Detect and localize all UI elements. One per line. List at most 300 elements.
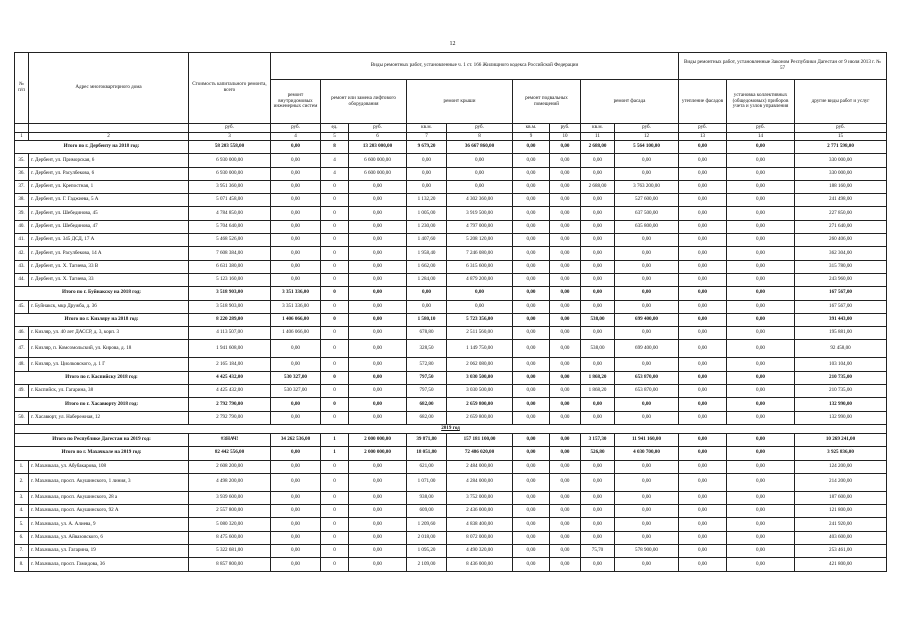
value-cell: 0,00: [550, 180, 581, 193]
value-cell: 227 850,00: [795, 207, 887, 220]
header-col-elevator: ремонт или замена лифтового оборудования: [321, 80, 407, 124]
value-cell: 0: [321, 260, 349, 273]
value-cell: 4 113 507,00: [189, 327, 271, 340]
value-cell: 3 030 500,00: [447, 385, 513, 398]
value-cell: 0,00: [550, 313, 581, 326]
value-cell: 36 667 860,00: [447, 141, 513, 154]
row-number: 39.: [15, 207, 29, 220]
value-cell: 0,00: [513, 327, 550, 340]
row-number: 38.: [15, 194, 29, 207]
subtotal-label: Итого по г. Махачкале на 2019 год:: [15, 447, 189, 460]
value-cell: 2 000 000,00: [349, 447, 407, 460]
row-number: 37.: [15, 180, 29, 193]
value-cell: 0,00: [513, 260, 550, 273]
header-col-engineering: ремонт внутридомовых инженерных систем: [271, 80, 321, 124]
table-row: [15, 491, 887, 504]
value-cell: 0,00: [550, 260, 581, 273]
value-cell: 0,00: [727, 313, 795, 326]
subtotal-label: Итого по г. Буйнакску на 2018 год:: [15, 287, 189, 300]
value-cell: 1 149 750,00: [447, 340, 513, 358]
value-cell: 167 567,00: [795, 300, 887, 313]
value-cell: 1 071,00: [407, 473, 447, 491]
value-cell: 5 071 458,00: [189, 194, 271, 207]
value-cell: 0,00: [581, 491, 615, 504]
value-cell: 0,00: [727, 234, 795, 247]
subtotal-row: [15, 398, 887, 411]
row-number: 3.: [15, 491, 29, 504]
value-cell: 5 080 320,00: [189, 518, 271, 531]
table-row: [15, 518, 887, 531]
value-cell: 0,00: [550, 273, 581, 286]
row-number: 44.: [15, 273, 29, 286]
value-cell: 6 600 000,00: [349, 154, 407, 167]
address-cell: г. Махачкала, просп. Акушинского, 1 линия, 3: [29, 473, 189, 491]
table-row: [15, 220, 887, 233]
unit-cell: руб.: [349, 124, 407, 133]
address-cell: г. Каспийск, ул. Гагарина, 38: [29, 385, 189, 398]
value-cell: 538,00: [581, 340, 615, 358]
value-cell: 210 735,00: [795, 385, 887, 398]
value-cell: 0,00: [679, 447, 727, 460]
value-cell: 0,00: [349, 505, 407, 518]
row-number: 8.: [15, 558, 29, 571]
value-cell: 0: [321, 371, 349, 384]
subtotal-row: [15, 371, 887, 384]
value-cell: 0,00: [615, 531, 679, 544]
value-cell: 0,00: [727, 505, 795, 518]
column-number-cell: 2: [29, 133, 189, 141]
value-cell: 0,00: [550, 207, 581, 220]
row-number: 47.: [15, 340, 29, 358]
value-cell: 6 930 000,00: [189, 154, 271, 167]
table-row: [15, 340, 887, 358]
value-cell: 0,00: [727, 141, 795, 154]
value-cell: 121 800,00: [795, 505, 887, 518]
subtotal-label: Итого по г. Хасавюрту 2018 год:: [15, 398, 189, 411]
value-cell: 82 442 556,00: [189, 447, 271, 460]
value-cell: 0,00: [513, 531, 550, 544]
value-cell: 2 659 800,00: [447, 398, 513, 411]
table-row: [15, 327, 887, 340]
value-cell: 0,00: [679, 371, 727, 384]
value-cell: 0,00: [727, 460, 795, 473]
value-cell: 0,00: [407, 287, 447, 300]
value-cell: 0,00: [407, 180, 447, 193]
column-number-cell: 4: [271, 133, 321, 141]
value-cell: 0,00: [271, 220, 321, 233]
value-cell: 0,00: [581, 358, 615, 371]
value-cell: 0,00: [727, 433, 795, 446]
value-cell: 1 868,20: [581, 371, 615, 384]
value-cell: 0,00: [513, 447, 550, 460]
value-cell: 653 870,00: [615, 385, 679, 398]
column-number-cell: 11: [581, 133, 615, 141]
header-col-address: Адрес многоквартирного дома: [29, 53, 189, 124]
table-row: [15, 505, 887, 518]
value-cell: 0,00: [679, 220, 727, 233]
value-cell: 0,00: [550, 327, 581, 340]
value-cell: 0,00: [271, 358, 321, 371]
value-cell: 1 209,60: [407, 518, 447, 531]
value-cell: 0,00: [679, 300, 727, 313]
value-cell: 0,00: [349, 531, 407, 544]
value-cell: 4 879 200,00: [447, 273, 513, 286]
value-cell: 195 881,00: [795, 327, 887, 340]
column-number-cell: 9: [513, 133, 550, 141]
value-cell: 403 600,00: [795, 531, 887, 544]
unit-cell: кв.м.: [513, 124, 550, 133]
value-cell: 0,00: [271, 194, 321, 207]
value-cell: 0,00: [550, 385, 581, 398]
value-cell: 0,00: [727, 371, 795, 384]
value-cell: 4: [321, 154, 349, 167]
value-cell: 4 425 432,00: [189, 385, 271, 398]
value-cell: 0,00: [679, 287, 727, 300]
value-cell: 3 518 903,00: [189, 287, 271, 300]
value-cell: 5 208 120,00: [447, 234, 513, 247]
value-cell: 0,00: [447, 300, 513, 313]
address-cell: г. Буйнакск, мкр Дружба, д. 36: [29, 300, 189, 313]
value-cell: 0,00: [271, 473, 321, 491]
value-cell: 0,00: [679, 518, 727, 531]
value-cell: 8 220 289,00: [189, 313, 271, 326]
value-cell: 0,00: [581, 194, 615, 207]
value-cell: 0,00: [550, 167, 581, 180]
row-number: 7.: [15, 545, 29, 558]
value-cell: 0,00: [581, 273, 615, 286]
value-cell: 0,00: [581, 327, 615, 340]
value-cell: 0,00: [513, 411, 550, 424]
value-cell: 0,00: [550, 371, 581, 384]
value-cell: 0,00: [550, 505, 581, 518]
value-cell: 0,00: [349, 260, 407, 273]
value-cell: 0,00: [447, 287, 513, 300]
value-cell: 0,00: [679, 207, 727, 220]
value-cell: 0,00: [349, 300, 407, 313]
value-cell: 0,00: [349, 473, 407, 491]
value-cell: 0,00: [581, 558, 615, 571]
value-cell: 0: [321, 247, 349, 260]
value-cell: 526,80: [581, 447, 615, 460]
subtotal-label: Итого по Республике Дагестан на 2019 год:: [15, 433, 189, 446]
value-cell: 8 072 000,00: [447, 531, 513, 544]
value-cell: 0,00: [349, 273, 407, 286]
value-cell: 0,00: [513, 460, 550, 473]
value-cell: 188 160,00: [795, 180, 887, 193]
column-number-cell: 10: [550, 133, 581, 141]
value-cell: 4 490 320,00: [447, 545, 513, 558]
value-cell: 621,00: [407, 460, 447, 473]
value-cell: 0,00: [550, 411, 581, 424]
value-cell: 0,00: [581, 411, 615, 424]
value-cell: 653 870,00: [615, 371, 679, 384]
value-cell: 1 580,10: [407, 313, 447, 326]
value-cell: 0,00: [271, 545, 321, 558]
value-cell: #ЗНАЧ!: [189, 433, 271, 446]
value-cell: 214 200,00: [795, 473, 887, 491]
value-cell: 0,00: [679, 491, 727, 504]
value-cell: 0,00: [550, 358, 581, 371]
value-cell: 0,00: [727, 300, 795, 313]
value-cell: 0,00: [349, 234, 407, 247]
table-row: [15, 273, 887, 286]
value-cell: 0,00: [550, 518, 581, 531]
value-cell: 0,00: [615, 273, 679, 286]
value-cell: 0,00: [271, 260, 321, 273]
value-cell: 0,00: [727, 287, 795, 300]
address-cell: г. Дербент, ул. Х. Тагиева, 33 В: [29, 260, 189, 273]
value-cell: 0,00: [679, 194, 727, 207]
address-cell: г. Махачкала, ул. Гагарина, 19: [29, 545, 189, 558]
row-number: 4.: [15, 505, 29, 518]
value-cell: 5 322 681,00: [189, 545, 271, 558]
header-group-housing-code: Виды ремонтных работ, установленные ч. 1 ст. 166 Жилищного кодекса Российской Федерации: [271, 53, 679, 80]
value-cell: 167 567,00: [795, 287, 887, 300]
value-cell: 0,00: [271, 411, 321, 424]
value-cell: 0,00: [271, 447, 321, 460]
value-cell: 1 406 066,00: [271, 327, 321, 340]
value-cell: 0,00: [727, 247, 795, 260]
value-cell: 157 181 100,00: [447, 433, 513, 446]
value-cell: 0,00: [550, 220, 581, 233]
value-cell: 7 608 384,00: [189, 247, 271, 260]
value-cell: 699 400,00: [615, 313, 679, 326]
value-cell: 4 030 700,00: [615, 447, 679, 460]
value-cell: 0,00: [581, 260, 615, 273]
table-row: [15, 558, 887, 571]
value-cell: 0,00: [513, 558, 550, 571]
value-cell: 797,50: [407, 385, 447, 398]
row-number: 46.: [15, 327, 29, 340]
value-cell: 527 600,00: [615, 194, 679, 207]
value-cell: 0,00: [513, 273, 550, 286]
value-cell: 635 800,00: [615, 220, 679, 233]
header-col-total-cost: Стоимость капитального ремонта, всего: [189, 53, 271, 124]
header-col-basement: ремонт подвальных помещений: [513, 80, 581, 124]
value-cell: 4 838 400,00: [447, 518, 513, 531]
value-cell: 8 857 800,00: [189, 558, 271, 571]
value-cell: 0: [321, 385, 349, 398]
value-cell: 0,00: [679, 180, 727, 193]
value-cell: 0,00: [513, 300, 550, 313]
value-cell: 0,00: [271, 273, 321, 286]
value-cell: 0,00: [271, 460, 321, 473]
address-cell: г. Махачкала, просп. Акушинского, 28 а: [29, 491, 189, 504]
value-cell: 0: [321, 473, 349, 491]
value-cell: 0,00: [727, 411, 795, 424]
header-col-meters: установка коллективных (общедомовых) приборов учета и узлов управления: [727, 80, 795, 124]
value-cell: 210 735,00: [795, 371, 887, 384]
value-cell: 0,00: [550, 247, 581, 260]
value-cell: 0: [321, 180, 349, 193]
value-cell: 1: [321, 433, 349, 446]
header-col-facade: ремонт фасада: [581, 80, 679, 124]
address-cell: г. Кизляр, п. Комсомольский, ул. Кирова, д. 18: [29, 340, 189, 358]
header-col-no: № п/п: [15, 53, 29, 124]
value-cell: 2 659 800,00: [447, 411, 513, 424]
value-cell: 0,00: [513, 358, 550, 371]
value-cell: 0,00: [679, 327, 727, 340]
value-cell: 0,00: [513, 313, 550, 326]
value-cell: 0,00: [581, 398, 615, 411]
value-cell: 0: [321, 234, 349, 247]
value-cell: 3 351 336,00: [271, 300, 321, 313]
value-cell: 0,00: [271, 207, 321, 220]
value-cell: 39 871,80: [407, 433, 447, 446]
row-number: 5.: [15, 518, 29, 531]
address-cell: г. Кизляр, ул. 40 лет ДАССР, д. 3, корп. 3: [29, 327, 189, 340]
value-cell: 2 608 200,00: [189, 460, 271, 473]
value-cell: 0: [321, 300, 349, 313]
value-cell: 0,00: [727, 545, 795, 558]
value-cell: 2 792 790,00: [189, 411, 271, 424]
column-number-cell: 13: [679, 133, 727, 141]
unit-cell: руб.: [447, 124, 513, 133]
value-cell: 4 498 200,00: [189, 473, 271, 491]
value-cell: 0,00: [727, 531, 795, 544]
year-section-row: [15, 424, 887, 433]
value-cell: 1 407,60: [407, 234, 447, 247]
header-col-other: другие виды работ и услуг: [795, 80, 887, 124]
value-cell: 0: [321, 313, 349, 326]
value-cell: 330 000,00: [795, 167, 887, 180]
value-cell: 0,00: [679, 385, 727, 398]
value-cell: 0,00: [727, 473, 795, 491]
value-cell: 0: [321, 340, 349, 358]
value-cell: 0,00: [615, 491, 679, 504]
value-cell: 0,00: [513, 167, 550, 180]
value-cell: 0,00: [727, 260, 795, 273]
value-cell: 330 000,00: [795, 154, 887, 167]
value-cell: 421 800,00: [795, 558, 887, 571]
year-label: 2019 год: [15, 424, 887, 433]
value-cell: 0,00: [581, 460, 615, 473]
value-cell: 637 500,00: [615, 207, 679, 220]
table-row: [15, 411, 887, 424]
row-number: 1.: [15, 460, 29, 473]
value-cell: 0,00: [349, 180, 407, 193]
value-cell: 6 600 000,00: [349, 167, 407, 180]
value-cell: 0,00: [727, 398, 795, 411]
value-cell: 678,80: [407, 327, 447, 340]
column-number-cell: 3: [189, 133, 271, 141]
value-cell: 0,00: [550, 398, 581, 411]
value-cell: 0,00: [407, 167, 447, 180]
value-cell: 682,00: [407, 411, 447, 424]
value-cell: 0,00: [581, 220, 615, 233]
value-cell: 1 132,20: [407, 194, 447, 207]
value-cell: 5 723 356,00: [447, 313, 513, 326]
value-cell: 0,00: [679, 234, 727, 247]
row-number: 35.: [15, 154, 29, 167]
value-cell: 0,00: [349, 558, 407, 571]
table-row: [15, 260, 887, 273]
value-cell: 0,00: [727, 273, 795, 286]
value-cell: 0: [321, 207, 349, 220]
table-row: [15, 385, 887, 398]
value-cell: 4 302 360,00: [447, 194, 513, 207]
value-cell: 0: [321, 411, 349, 424]
value-cell: 6 930 000,00: [189, 167, 271, 180]
row-number: 41.: [15, 234, 29, 247]
row-number: 43.: [15, 260, 29, 273]
value-cell: 0,00: [513, 505, 550, 518]
value-cell: 0,00: [349, 220, 407, 233]
row-number: 49.: [15, 385, 29, 398]
value-cell: 0,00: [550, 340, 581, 358]
value-cell: 0,00: [581, 531, 615, 544]
value-cell: 0,00: [679, 167, 727, 180]
value-cell: 530 327,00: [271, 371, 321, 384]
value-cell: 243 960,00: [795, 273, 887, 286]
value-cell: 0,00: [615, 154, 679, 167]
value-cell: 0,00: [679, 273, 727, 286]
value-cell: 0,00: [271, 167, 321, 180]
header-col-insulation: утепление фасадов: [679, 80, 727, 124]
header-group-dagestan-law: Виды ремонтных работ, установленные Законом Республики Дагестан от 9 июля 2013 г. № 57: [679, 53, 887, 80]
value-cell: 0,00: [679, 531, 727, 544]
value-cell: 8: [321, 141, 349, 154]
value-cell: 0: [321, 287, 349, 300]
capital-repair-table: [14, 52, 887, 572]
unit-cell: руб.: [550, 124, 581, 133]
value-cell: 3 157,30: [581, 433, 615, 446]
address-cell: г. Дербент, ул. Г. Гаджиева, 5 А: [29, 194, 189, 207]
value-cell: 132 990,00: [795, 411, 887, 424]
value-cell: 0,00: [271, 491, 321, 504]
value-cell: 1 095,20: [407, 545, 447, 558]
value-cell: 3 939 600,00: [189, 491, 271, 504]
value-cell: 13 203 000,00: [349, 141, 407, 154]
value-cell: 9 679,20: [407, 141, 447, 154]
value-cell: 0,00: [271, 154, 321, 167]
value-cell: 0,00: [550, 545, 581, 558]
subtotal-row: [15, 141, 887, 154]
value-cell: 6 315 600,00: [447, 260, 513, 273]
value-cell: 0,00: [727, 207, 795, 220]
value-cell: 0,00: [727, 327, 795, 340]
subtotal-label: Итого по г. Дербенту на 2018 год:: [15, 141, 189, 154]
address-cell: г. Дербент, ул. Приморская, 6: [29, 154, 189, 167]
value-cell: 0,00: [550, 154, 581, 167]
value-cell: 3 351 336,00: [271, 287, 321, 300]
subtotal-label: Итого по г. Кизляру на 2018 год:: [15, 313, 189, 326]
value-cell: 0,00: [550, 558, 581, 571]
value-cell: 0,00: [727, 154, 795, 167]
subtotal-row: [15, 287, 887, 300]
value-cell: 187 600,00: [795, 491, 887, 504]
value-cell: 0,00: [581, 287, 615, 300]
value-cell: 3 951 360,00: [189, 180, 271, 193]
value-cell: 0,00: [349, 371, 407, 384]
value-cell: 4 784 850,00: [189, 207, 271, 220]
value-cell: 0: [321, 545, 349, 558]
unit-cell: руб.: [189, 124, 271, 133]
value-cell: 3 763 200,00: [615, 180, 679, 193]
value-cell: 0,00: [615, 505, 679, 518]
value-cell: 938,00: [407, 491, 447, 504]
value-cell: 0,00: [679, 141, 727, 154]
column-number-cell: 15: [795, 133, 887, 141]
value-cell: 0,00: [727, 358, 795, 371]
value-cell: 260 406,00: [795, 234, 887, 247]
value-cell: 1 662,00: [407, 260, 447, 273]
value-cell: 0: [321, 531, 349, 544]
row-number: 40.: [15, 220, 29, 233]
table-row: [15, 300, 887, 313]
unit-cell: руб.: [795, 124, 887, 133]
value-cell: 0,00: [679, 260, 727, 273]
